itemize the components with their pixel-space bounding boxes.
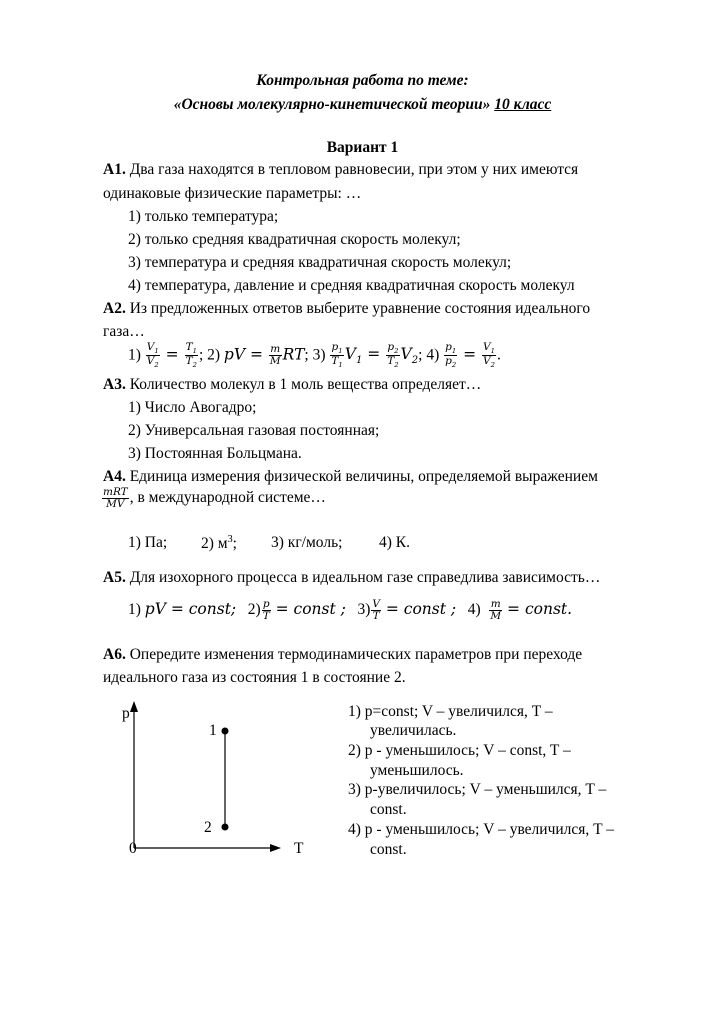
state-2-point	[222, 824, 229, 831]
a2-eq4-frac-p: $\frac{p_1}{p_2}$	[445, 341, 457, 370]
a1-option-3: 3) температура и средняя квадратичная скорость молекул;	[128, 254, 512, 271]
x-axis-arrow	[270, 844, 281, 852]
a2-eq3-frac-left: $\frac{p_1}{T_1}$	[331, 341, 343, 370]
origin-label: 0	[129, 840, 137, 857]
a5-option-1-expr: pV = const;	[144, 600, 237, 619]
title-grade: 10 класс	[494, 96, 552, 113]
a5-option-2-number: 2)	[247, 601, 261, 619]
a2-eq2-frac: $\frac{m}{M}$	[269, 343, 281, 368]
a4-option-2: 2) $м^3$;	[201, 534, 237, 553]
variant-heading: Вариант 1	[326, 139, 399, 156]
a2-option-1-number: 1)	[128, 346, 141, 364]
a2-eq1-frac-v: $\frac{V_1}{V_2}$	[146, 341, 159, 370]
a5-option-4-expr: = const.	[507, 600, 573, 619]
state-2-label: 2	[204, 819, 212, 836]
a2-option-3-number: ; 3)	[304, 346, 326, 364]
a6-question-text: Опередите изменения термодинамических параметров при переходе	[129, 646, 583, 663]
a1-question-text: Два газа находятся в тепловом равновесии, при этом у них имеются	[129, 161, 579, 178]
a1-label: А1.	[103, 161, 126, 178]
a4-expression-fraction: $\frac{\text{mRT}}{MV}$	[103, 486, 128, 511]
a2-eq1-frac-t: $\frac{T_1}{T_2}$	[185, 341, 197, 370]
a5-option-4-frac: $\frac{m}{M}$	[490, 598, 502, 623]
a4-label: А4.	[103, 468, 126, 485]
a2-options-line: 1) $\frac{V_1}{V_2}$ = $\frac{T_1}{T_2}$ ; 2) pV = $\frac{m}{M}$ RT; 3) $\frac{p_1}{T_1}$ $V_1$ = $\frac{p_2}{T_2}$ $V_2$; 4) $\frac{p_1}{p_2}$ = $\frac{V_1}{V_2}$ .	[128, 341, 501, 370]
a5-option-3-number: 3)	[357, 601, 371, 619]
a6-question-line-2: идеального газа из состояния 1 в состояние 2.	[103, 669, 406, 686]
a4-question-tail: , в международной системе…	[129, 489, 326, 507]
a4-option-3: 3) кг/моль;	[271, 534, 343, 551]
title-topic: «Основы молекулярно-кинетической теории»	[173, 96, 491, 113]
a2-option-2-number: ; 2)	[198, 346, 221, 364]
state-1-label: 1	[209, 722, 217, 739]
a5-option-3-expr: = const ;	[385, 600, 457, 619]
a3-option-1: 1) Число Авогадро;	[128, 399, 257, 416]
a5-option-3-frac: $\frac{V}{T}$	[372, 598, 380, 623]
y-axis-arrow	[130, 701, 138, 712]
a6-option-1-line-2: увеличилась.	[370, 722, 457, 739]
y-axis-label: p	[122, 705, 130, 722]
state-1-point	[222, 728, 229, 735]
a2-eq4-frac-v: $\frac{V_1}{V_2}$	[483, 341, 495, 370]
a3-label: А3.	[103, 376, 126, 393]
a6-option-2-line-1: 2) p - уменьшилось; V – const, T –	[348, 742, 571, 759]
a2-question-line-2: газа…	[103, 323, 145, 340]
a5-option-2-expr: = const ;	[275, 600, 346, 619]
a4-question-text: Единица измерения физической величины, определяемой выражением	[129, 468, 598, 485]
title-line-1: Контрольная работа по теме:	[256, 72, 469, 89]
a5-question-text: Для изохорного процесса в идеальном газе справедлива зависимость…	[129, 569, 601, 586]
a6-option-4-line-2: const.	[370, 841, 407, 858]
a2-label: А2.	[103, 300, 126, 317]
a4-option-1: 1) Па;	[128, 534, 168, 551]
a2-option-4-number: ; 4)	[418, 346, 440, 364]
a5-label: А5.	[103, 569, 126, 586]
a2-question-text: Из предложенных ответов выберите уравнение состояния идеального	[129, 300, 591, 317]
a6-option-3-line-1: 3) p-увеличилось; V – уменьшился, T –	[348, 781, 607, 798]
a1-question-line-2: одинаковые физические параметры: …	[103, 185, 362, 202]
x-axis-label: T	[294, 840, 304, 857]
a2-eq3-frac-right: $\frac{p_2}{T_2}$	[387, 341, 399, 370]
a6-option-3-line-2: const.	[370, 801, 407, 818]
a1-option-1: 1) только температура;	[128, 208, 279, 225]
a5-option-4-number: 4)	[467, 601, 481, 619]
a3-question-text: Количество молекул в 1 моль вещества определяет…	[129, 376, 482, 393]
a1-option-4: 4) температура, давление и средняя квадратичная скорость молекул	[128, 277, 575, 294]
a6-option-2-line-2: уменьшилось.	[370, 762, 464, 779]
a6-label: А6.	[103, 646, 126, 663]
a6-option-1-line-1: 1) p=const; V – увеличился, T –	[348, 703, 553, 720]
a5-option-1-number: 1)	[128, 601, 141, 619]
a3-option-2: 2) Универсальная газовая постоянная;	[128, 422, 380, 439]
a4-option-4: 4) К.	[379, 534, 410, 551]
a1-option-2: 2) только средняя квадратичная скорость молекул;	[128, 231, 461, 248]
a3-option-3: 3) Постоянная Больцмана.	[128, 445, 302, 462]
a6-option-4-line-1: 4) p - уменьшилось; V – увеличился, T –	[348, 821, 614, 838]
a5-option-2-frac: $\frac{p}{T}$	[262, 598, 270, 623]
